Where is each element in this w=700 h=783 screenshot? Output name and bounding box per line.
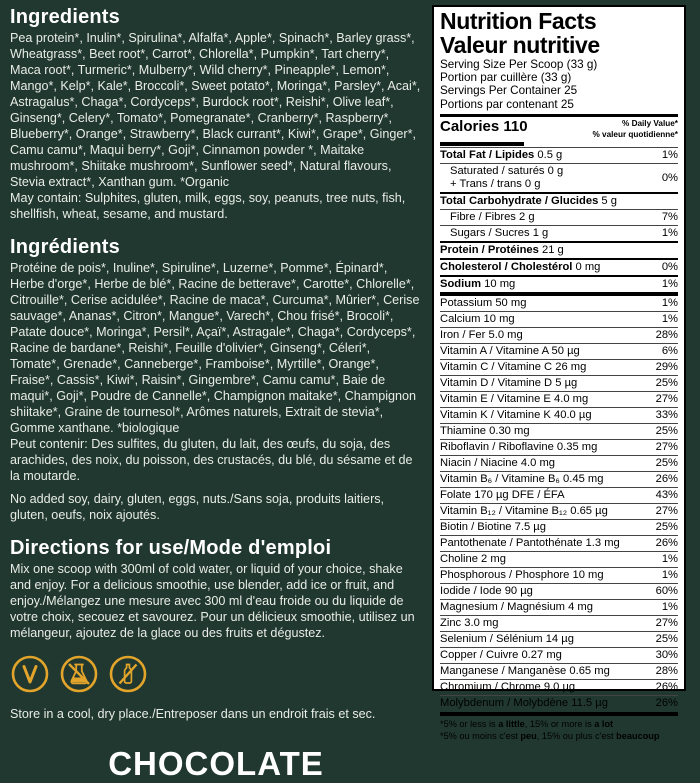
nutrition-row [440,209,678,225]
nutrition-row [440,343,678,359]
servings-per-container-fr: Portions par contenant 25 [440,97,574,111]
nutrition-row-label: Vitamin D / Vitamine D 5 µg [440,377,578,390]
nutrition-row [440,192,678,209]
footnote-segment: beaucoup [616,730,660,741]
nutrition-row-percent: 26% [655,696,678,709]
nutrition-facts-title-fr: Valeur nutritive [440,31,600,58]
nutrition-row-percent: 26% [655,680,678,693]
ingredients-fr-may-contain: Peut contenir: Des sulfites, du gluten, du lait, des œufs, du soja, des arachides, des noix, du poisson, des crustacés, du blé, du sésame et de la moutarde. [10,436,413,483]
nutrition-row [440,567,678,583]
nutrition-row [440,615,678,631]
nutrition-row-percent: 25% [655,457,678,470]
nutrition-row [440,391,678,407]
nutrition-row-label: Niacin / Niacine 4.0 mg [440,457,556,470]
nutrition-row-percent: 25% [655,425,678,438]
nutrition-row [440,327,678,343]
footnote-segment: a little [498,718,525,729]
nutrition-row-label: Biotin / Biotine 7.5 µg [440,521,546,534]
nutrition-row-label: Folate 170 µg DFE / ÉFA [440,489,565,502]
nutrition-row [440,225,678,241]
nutrition-row-percent: 1% [661,313,678,326]
daily-value-header-fr: % valeur quotidienne* [592,129,678,139]
ingredients-fr-body: Protéine de pois*, Inuline*, Spiruline*, Luzerne*, Pomme*, Épinard*, Herbe d'orge*, Herbe de blé*, Racine de betterave*, Carotte*, Chlorelle*, Citrouille*, Cerise acidulée*, Racine de maca*, Curcuma*, Mûrier*, Cerise sauvage*, Ananas*, Citron*, Mangue*, Varech*, Chou frisé*, Brocoli*, Patate douce*, Moringa*, Persil*, Açaï*, Astragale*, Chaga*, Cordyceps*, Racine de bardane*, Reishi*, Feuille d'olivier*, Ginseng*, Céleri*, Tomate*, Grenade*, Canneberge*, Framboise*, Myrtille*, Orange*, Fraise*, Cassis*, Kiwi*, Raisin*, Gingembre*, Camu camu*, Baie de maqui*, Goji*, Poudre de Cannelle*, Champignon maitake*, Champignon shiitake*, Graine de tournesol*, Arômes naturels, Extrait de stevia*, Gomme xanthane. *biologique [10,260,420,435]
nutrition-row-label: Selenium / Sélénium 14 µg [440,632,574,645]
nutrition-row-percent: 27% [655,393,678,406]
nutrition-row-percent: 43% [655,489,678,502]
nutrition-row [440,359,678,375]
nutrition-row-percent: 60% [655,585,678,598]
nutrition-row-percent: 29% [655,361,678,374]
storage-instructions: Store in a cool, dry place./Entreposer dans un endroit frais et sec. [10,707,376,722]
no-added-statement: No added soy, dairy, gluten, eggs, nuts./Sans soja, produits laitiers, gluten, oeufs, noix ajoutés. [10,491,385,522]
nutrition-row-percent: 25% [655,521,678,534]
nutrition-row-label: Chromium / Chrome 9.0 µg [440,680,576,693]
nutrition-row [440,679,678,695]
nutrition-row-label: Manganese / Manganèse 0.65 mg [440,664,610,677]
nutrition-facts-panel [432,5,686,741]
nutrition-row-percent: 1% [661,601,678,613]
nutrition-row-percent: 1% [661,227,678,240]
nutrition-row-label: Pantothenate / Pantothénate 1.3 mg [440,537,620,550]
nutrition-row-label: Iodide / Iode 90 µg [440,585,533,598]
nutrition-row [440,519,678,535]
nutrition-row-label: Vitamin K / Vitamine K 40.0 µg [440,409,592,422]
footnote-en [440,719,678,731]
nutrition-row [440,551,678,567]
nutrition-row-label: Vitamin B₁₂ / Vitamine B₁₂ 0.65 µg [440,505,608,518]
nutrition-row [440,147,678,163]
footnote-segment: a lot [594,718,614,729]
nutrition-row-label: Copper / Cuivre 0.27 mg [440,648,562,661]
nutrition-row [440,663,678,679]
nutrition-row [440,695,678,711]
nutrition-row [440,631,678,647]
nutrition-row-percent: 1% [661,297,678,310]
nutrition-row-percent: 28% [655,664,678,677]
directions-body: Mix one scoop with 300ml of cold water, or liquid of your choice, shake and enjoy. For a delicious smoothie, use blender, add ice or fruit, and enjoy./Mélangez une mesure avec 300 ml d'eau froide ou du liquide de votre choix, secouez et savourez. Pour un délicieux smoothie, utilisez un mélangeur, ajoutez de la glace ou des fruits et dégustez. [10,561,415,640]
nutrition-row-percent: 25% [655,632,678,645]
nutrition-row-percent: 26% [655,537,678,550]
nutrition-row-percent: 33% [655,409,678,422]
nutrition-row [440,311,678,327]
nutrition-row-label: Sugars / Sucres 1 g [450,227,549,240]
nutrition-row [440,439,678,455]
calories-row [440,117,678,140]
nutrition-row-percent: 26% [655,473,678,486]
footnote-segment: *5% ou moins c'est [440,730,521,741]
nutrition-row-percent: 27% [655,616,678,629]
nutrition-row-label: Thiamine 0.30 mg [440,425,530,438]
nutrition-row-label: Vitamin B₆ / Vitamine B₆ 0.45 mg [440,473,604,486]
footnote-segment: , 15% ou plus c'est [536,730,617,741]
nutrition-row-label: Riboflavin / Riboflavine 0.35 mg [440,441,598,454]
nutrition-row-label: Fibre / Fibres 2 g [450,211,535,224]
servings-per-container-en: Servings Per Container 25 [440,84,578,98]
nutrition-row-percent: 6% [661,345,678,358]
nutrition-row-label: Choline 2 mg [440,553,506,566]
nutrition-row [440,292,678,311]
nutrition-row-percent: 27% [655,505,678,518]
nutrition-row-label: Iron / Fer 5.0 mg [440,329,523,342]
nutrition-row [440,487,678,503]
ingredients-en-may-contain: May contain: Sulphites, gluten, milk, eggs, soy, peanuts, tree nuts, fish, shellfish, wheat, sesame, and mustard. [10,190,406,221]
nutrition-row-percent: 0% [661,261,678,274]
nutrition-row-label: Saturated / saturés 0 g + Trans / trans 0 g [450,165,564,191]
nutrition-row-label: Sodium 10 mg [440,278,516,291]
serving-size-fr: Portion par cuillère (33 g) [440,71,572,85]
nutrition-row-label: Vitamin E / Vitamine E 4.0 mg [440,393,589,406]
nutrition-row-percent: 1% [661,278,678,291]
nutrition-row-label: Total Fat / Lipides 0.5 g [440,149,563,162]
nutrition-row [440,535,678,551]
nutrition-row [440,503,678,519]
nutrition-row-label: Protein / Protéines 21 g [440,244,564,257]
footnote-fr [440,731,678,743]
nutrition-row-label: Phosphorous / Phosphore 10 mg [440,569,604,582]
daily-value-header-en: % Daily Value* [622,119,678,129]
serving-size-en: Serving Size Per Scoop (33 g) [440,57,598,71]
no-artificial-flask-icon [59,654,99,694]
nutrition-row [440,471,678,487]
nutrition-row-label: Cholesterol / Cholestérol 0 mg [440,261,601,274]
nutrition-facts-title-en: Nutrition Facts [440,8,597,34]
vegan-badge-icon [10,654,50,694]
nutrition-row-percent: 27% [655,441,678,454]
nutrition-row-percent: 1% [661,149,678,162]
nutrition-row [440,599,678,615]
flavor-name: CHOCOLATE [108,745,324,783]
nutrition-row [440,241,678,258]
nutrition-row [440,647,678,663]
nutrition-row [440,455,678,471]
daily-value-header [592,119,678,140]
nutrition-row-percent: 0% [661,171,678,184]
nutrition-row-label: Vitamin A / Vitamine A 50 µg [440,345,580,358]
footnote-segment: peu [520,730,537,741]
ingredients-fr-title: Ingrédients [10,235,120,258]
nutrition-row-percent: 25% [655,377,678,390]
nutrition-row-label: Calcium 10 mg [440,313,515,326]
calories-underline-bar [440,142,524,146]
nutrition-row-label: Zinc 3.0 mg [440,616,499,629]
footnote-segment: , 15% or more is [524,718,595,729]
ingredients-en-body: Pea protein*, Inulin*, Spirulina*, Alfalfa*, Apple*, Spinach*, Barley grass*, Wheatgrass*, Beet root*, Carrot*, Chlorella*, Pumpkin*, Tart cherry*, Maca root*, Turmeric*, Mulberry*, Wild cherry*, Pineapple*, Lemon*, Mango*, Kelp*, Kale*, Broccoli*, Sweet potato*, Moringa*, Parsley*, Acai*, Astragalus*, Chaga*, Cordyceps*, Burdock root*, Reishi*, Olive leaf*, Ginseng*, Celery*, Tomato*, Pomegranate*, Cranberry*, Raspberry*, Blueberry*, Orange*, Strawberry*, Black currant*, Kiwi*, Grape*, Ginger*, Camu camu*, Maqui berry*, Goji*, Cinnamon powder *, Maitake mushroom*, Shiitake mushroom*, Sunflower seed*, Natural flavours, Stevia extract*, Xanthan gum. *Organic [10,31,421,189]
no-bottle-icon [108,654,148,694]
nutrition-row-label: Potassium 50 mg [440,297,527,310]
nutrition-row-label: Vitamin C / Vitamine C 26 mg [440,361,587,374]
nutrition-row-percent: 1% [661,553,678,566]
nutrition-row [440,275,678,292]
nutrition-row-percent: 28% [655,329,678,342]
directions-title: Directions for use/Mode d'emploi [10,536,332,559]
nutrient-rows [440,147,678,710]
nutrition-row-label: Magnesium / Magnésium 4 mg [440,601,593,613]
nutrition-row-label: Total Carbohydrate / Glucides 5 g [440,195,617,208]
footnote [440,712,678,743]
nutrition-row-percent: 30% [655,648,678,661]
nutrition-row [440,163,678,192]
nutrition-row-percent: 1% [661,569,678,582]
calories-value: Calories 110 [440,118,528,136]
nutrition-row [440,423,678,439]
nutrition-row [440,258,678,275]
certification-badges [10,654,422,694]
nutrition-row [440,407,678,423]
nutrition-row [440,583,678,599]
nutrition-row [440,375,678,391]
nutrition-row-percent: 7% [661,211,678,224]
footnote-segment: *5% or less is [440,718,499,729]
ingredients-en-title: Ingredients [10,6,120,28]
nutrition-row-label: Molybdenum / Molybdène 11.5 µg [440,696,608,709]
